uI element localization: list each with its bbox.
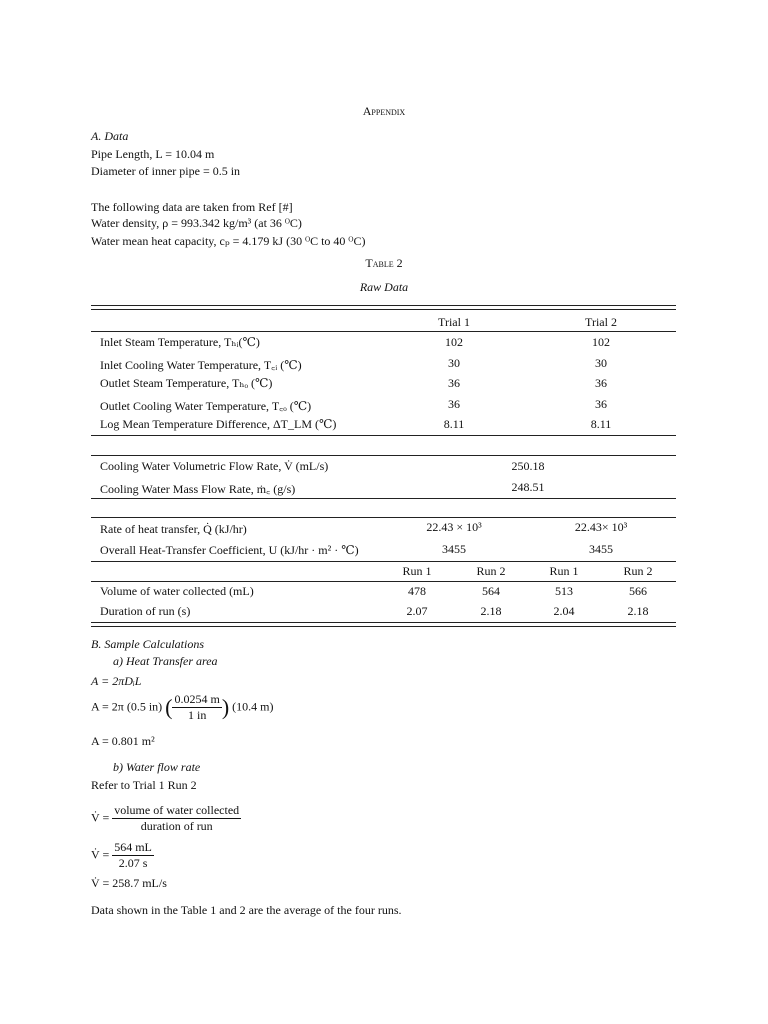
run-row-value: 2.04 bbox=[553, 604, 575, 618]
water-density: Water density, ρ = 993.342 kg/m³ (at 36 ᴼC) bbox=[91, 216, 302, 230]
fraction-denominator: duration of run bbox=[140, 819, 213, 833]
table-top-rule bbox=[91, 305, 676, 310]
subsection-heat-transfer-area: a) Heat Transfer area bbox=[113, 654, 218, 668]
flow-lhs: V̇ = bbox=[91, 810, 110, 825]
refer-trial-run: Refer to Trial 1 Run 2 bbox=[91, 778, 197, 792]
unit-conversion-fraction bbox=[172, 692, 221, 723]
heat-row-trial2: 3455 bbox=[589, 542, 613, 556]
equation-flow-substitution bbox=[91, 840, 154, 871]
equation-area-left: A = 2π (0.5 in) bbox=[91, 699, 163, 714]
header-trial-1: Trial 1 bbox=[438, 315, 470, 329]
table-bottom-rule bbox=[91, 622, 676, 627]
block-rule bbox=[91, 435, 676, 436]
temp-row-trial1: 36 bbox=[448, 376, 460, 390]
fraction-numerator: volume of water collected bbox=[114, 803, 240, 817]
flow-lhs: V̇ = bbox=[91, 847, 110, 862]
equation-area-right: (10.4 m) bbox=[232, 699, 274, 714]
run-row-label: Duration of run (s) bbox=[100, 604, 191, 618]
run-row-value: 478 bbox=[408, 584, 426, 598]
fraction-denominator: 1 in bbox=[187, 708, 207, 722]
run-row-value: 2.18 bbox=[627, 604, 649, 618]
run-row-label: Volume of water collected (mL) bbox=[100, 584, 254, 598]
heat-row-label: Overall Heat-Transfer Coefficient, U (kJ/hr · m² · ℃) bbox=[100, 543, 359, 557]
water-heat-capacity: Water mean heat capacity, cₚ = 4.179 kJ (30 ᴼC to 40 ᴼC) bbox=[91, 234, 366, 248]
reference-note: The following data are taken from Ref [#] bbox=[91, 200, 293, 214]
run-header: Run 1 bbox=[549, 564, 579, 578]
fraction-numerator: 564 mL bbox=[114, 840, 152, 854]
equation-area-substitution bbox=[91, 692, 273, 723]
temp-row-trial1: 36 bbox=[448, 397, 460, 411]
block-rule bbox=[91, 561, 676, 562]
run-row-value: 564 bbox=[482, 584, 500, 598]
open-paren: ( bbox=[165, 694, 173, 720]
temp-row-trial2: 36 bbox=[595, 397, 607, 411]
temp-row-label: Outlet Steam Temperature, Tₕₒ (℃) bbox=[100, 376, 273, 390]
temp-row-trial1: 8.11 bbox=[443, 417, 465, 431]
temp-row-label: Log Mean Temperature Difference, ΔT_LM (℃) bbox=[100, 417, 337, 431]
equation-flow-result: V̇ = 258.7 mL/s bbox=[91, 876, 167, 890]
heat-row-label: Rate of heat transfer, Q̇ (kJ/hr) bbox=[100, 522, 247, 536]
pipe-diameter: Diameter of inner pipe = 0.5 in bbox=[91, 164, 241, 178]
block-rule bbox=[91, 498, 676, 499]
equation-area-result: A = 0.801 m² bbox=[91, 734, 155, 748]
run-row-value: 513 bbox=[555, 584, 573, 598]
run-header: Run 2 bbox=[623, 564, 653, 578]
run-header: Run 2 bbox=[476, 564, 506, 578]
flow-row-label: Cooling Water Mass Flow Rate, ṁ꜀ (g/s) bbox=[100, 482, 296, 496]
flow-definition-fraction bbox=[112, 803, 241, 834]
run-row-value: 566 bbox=[629, 584, 647, 598]
flow-row-value: 248.51 bbox=[511, 480, 545, 494]
flow-row-value: 250.18 bbox=[511, 459, 545, 473]
temp-row-label: Inlet Steam Temperature, Tₕᵢ(℃) bbox=[100, 335, 260, 349]
subsection-water-flow-rate: b) Water flow rate bbox=[113, 760, 201, 774]
temp-row-trial1: 102 bbox=[445, 335, 463, 349]
appendix-title: Appendix bbox=[362, 104, 406, 118]
pipe-length: Pipe Length, L = 10.04 m bbox=[91, 147, 215, 161]
average-runs-note: Data shown in the Table 1 and 2 are the average of the four runs. bbox=[91, 903, 402, 917]
temp-row-trial2: 36 bbox=[595, 376, 607, 390]
run-header-rule bbox=[91, 581, 676, 582]
run-header: Run 1 bbox=[402, 564, 432, 578]
temp-row-label: Outlet Cooling Water Temperature, T꜀ₒ (℃) bbox=[100, 399, 312, 413]
run-row-value: 2.18 bbox=[480, 604, 502, 618]
temp-row-trial2: 102 bbox=[592, 335, 610, 349]
block-rule bbox=[91, 517, 676, 518]
temp-row-trial2: 8.11 bbox=[590, 417, 612, 431]
flow-row-label: Cooling Water Volumetric Flow Rate, V̇ (mL/s) bbox=[100, 459, 329, 473]
table-number: Table 2 bbox=[365, 256, 403, 270]
fraction-denominator: 2.07 s bbox=[118, 856, 148, 870]
close-paren: ) bbox=[221, 694, 230, 720]
header-rule bbox=[91, 331, 676, 332]
section-b-heading: B. Sample Calculations bbox=[91, 637, 204, 651]
heat-row-trial1: 3455 bbox=[442, 542, 466, 556]
heat-row-trial2: 22.43× 10³ bbox=[574, 520, 628, 534]
table-caption: Raw Data bbox=[359, 280, 409, 294]
equation-area-formula: A = 2πDᵢL bbox=[91, 674, 142, 688]
fraction-numerator: 0.0254 m bbox=[174, 692, 220, 706]
heat-row-trial1: 22.43 × 10³ bbox=[426, 520, 482, 534]
header-trial-2: Trial 2 bbox=[585, 315, 617, 329]
run-row-value: 2.07 bbox=[406, 604, 428, 618]
equation-flow-definition bbox=[91, 803, 241, 834]
temp-row-trial2: 30 bbox=[595, 356, 607, 370]
block-rule bbox=[91, 455, 676, 456]
section-a-heading: A. Data bbox=[91, 129, 129, 143]
flow-substitution-fraction bbox=[112, 840, 154, 871]
temp-row-trial1: 30 bbox=[448, 356, 460, 370]
temp-row-label: Inlet Cooling Water Temperature, T꜀ᵢ (℃) bbox=[100, 358, 302, 372]
